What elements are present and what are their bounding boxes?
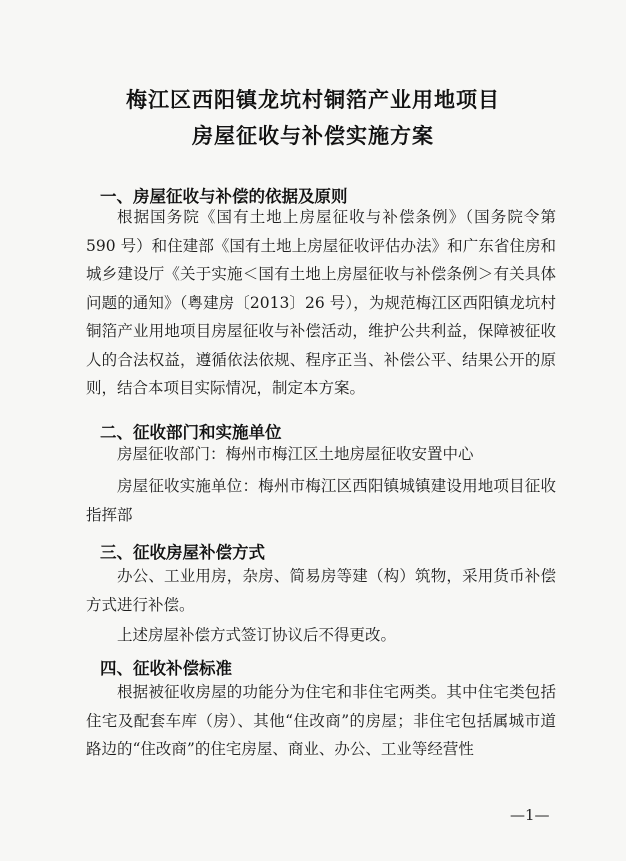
page-number: —1— bbox=[510, 806, 550, 824]
section-heading-2: 二、征收部门和实施单位 bbox=[100, 423, 282, 442]
section-3-paragraph-2: 上述房屋补偿方式签订协议后不得更改。 bbox=[117, 626, 397, 644]
document-title-line-1: 梅江区西阳镇龙坑村铜箔产业用地项目 bbox=[126, 87, 500, 112]
section-2-paragraph-1: 房屋征收部门：梅州市梅江区土地房屋征收安置中心 bbox=[117, 445, 474, 463]
section-1-paragraph: 根据国务院《国有土地上房屋征收与补偿条例》（国务院令第 590 号）和住建部《国有土地上房屋征收评估办法》和广东省住房和城乡建设厅《关于实施＜国有土地上房屋征收与补偿条例＞有关具体问题的通知》（粤建房〔2013〕26 号），为规范梅江区西阳镇龙坑村铜箔产业用地项目房屋征收与补偿活动，维护公共利益，保障被征收人的合法权益，遵循依法依规、程序正当、补偿公平、结果公开的原则，结合本项目实际情况，制定本方案。 bbox=[86, 208, 556, 397]
section-heading-1: 一、房屋征收与补偿的依据及原则 bbox=[100, 187, 348, 206]
section-2-paragraph-2: 房屋征收实施单位：梅州市梅江区西阳镇城镇建设用地项目征收指挥部 bbox=[86, 477, 556, 524]
section-4-paragraph-1: 根据被征收房屋的功能分为住宅和非住宅两类。其中住宅类包括住宅及配套车库（房）、其他“住改商”的房屋；非住宅包括属城市道路边的“住改商”的住宅房屋、商业、办公、工业等经营性 bbox=[86, 683, 556, 758]
section-heading-3: 三、征收房屋补偿方式 bbox=[100, 543, 265, 562]
document-title-line-2: 房屋征收与补偿实施方案 bbox=[192, 123, 434, 148]
section-heading-4: 四、征收补偿标准 bbox=[100, 659, 232, 678]
section-3-paragraph-1: 办公、工业用房，杂房、简易房等建（构）筑物，采用货币补偿方式进行补偿。 bbox=[86, 567, 556, 614]
